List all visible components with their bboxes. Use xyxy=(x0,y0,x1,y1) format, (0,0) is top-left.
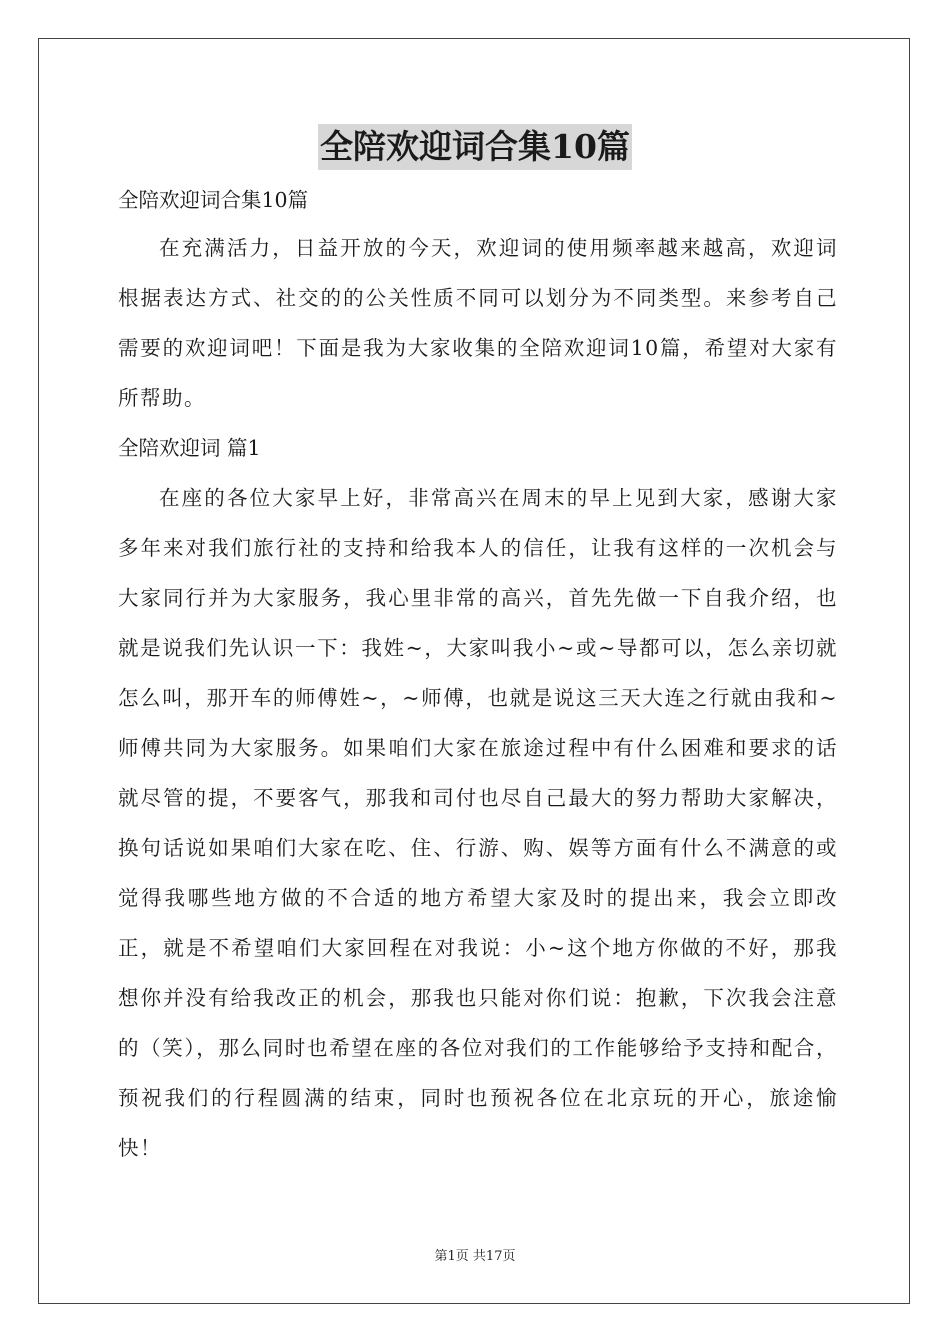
section-paragraph: 在座的各位大家早上好，非常高兴在周末的早上见到大家，感谢大家多年来对我们旅行社的支持和给我本人的信任，让我有这样的一次机会与大家同行并为大家服务，我心里非常的高兴，首先先做一下自我介绍，也就是说我们先认识一下：我姓~，大家叫我小~或~导都可以，怎么亲切就怎么叫，那开车的师傅姓~，~师傅，也就是说这三天大连之行就由我和~师傅共同为大家服务。如果咱们大家在旅途过程中有什么困难和要求的话就尽管的提，不要客气，那我和司付也尽自己最大的努力帮助大家解决，换句话说如果咱们大家在吃、住、行游、购、娱等方面有什么不满意的或觉得我哪些地方做的不合适的地方希望大家及时的提出来，我会立即改正，就是不希望咱们大家回程在对我说：小~这个地方你做的不好，那我想你并没有给我改正的机会，那我也只能对你们说：抱歉，下次我会注意的（笑），那么同时也希望在座的各位对我们的工作能够给予支持和配合，预祝我们的行程圆满的结束，同时也预祝各位在北京玩的开心，旅途愉快！ xyxy=(118,486,838,1160)
document-subtitle: 全陪欢迎词合集10篇 xyxy=(118,188,309,212)
title-container xyxy=(0,124,950,170)
document-title: 全陪欢迎词合集10篇 xyxy=(318,124,632,170)
section-heading: 全陪欢迎词 篇1 xyxy=(118,436,261,460)
page-number-footer: 第1页 共17页 xyxy=(434,1249,516,1264)
intro-paragraph: 在充满活力，日益开放的今天，欢迎词的使用频率越来越高，欢迎词根据表达方式、社交的的公关性质不同可以划分为不同类型。来参考自己需要的欢迎词吧！下面是我为大家收集的全陪欢迎词10篇，希望对大家有所帮助。 xyxy=(118,236,838,410)
document-body xyxy=(118,177,838,1173)
